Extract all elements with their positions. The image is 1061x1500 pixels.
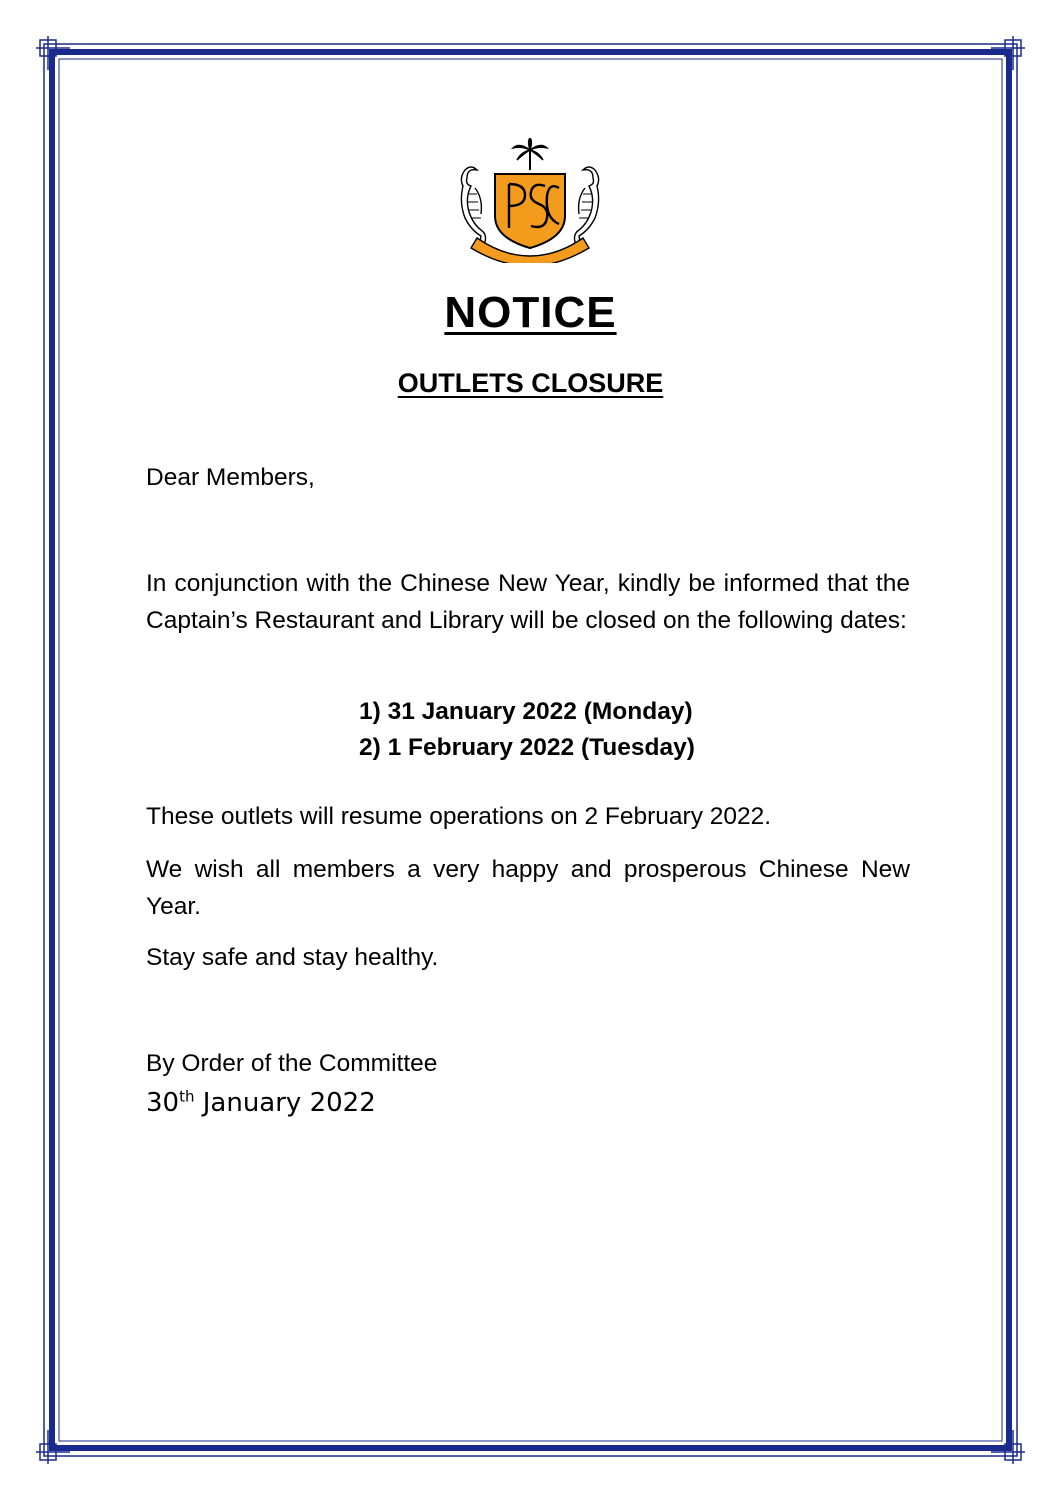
- resume-paragraph: These outlets will resume operations on 2 February 2022.: [146, 803, 772, 830]
- closure-dates-list: [359, 694, 695, 766]
- intro-paragraph: In conjunction with the Chinese New Year, kindly be informed that the Captain’s Restaurant and Library will be closed on the following dates:: [146, 570, 910, 634]
- signoff-date: [146, 1086, 376, 1120]
- salutation: Dear Members,: [146, 464, 315, 491]
- palm-tree-icon: [513, 138, 547, 170]
- closure-date-item: 2) 1 February 2022 (Tuesday): [359, 734, 695, 761]
- notice-title: NOTICE: [444, 288, 617, 337]
- left-seahorse-icon: [461, 167, 485, 242]
- right-seahorse-icon: [575, 167, 599, 242]
- signoff-date-rest: January 2022: [194, 1088, 376, 1118]
- closure-date-item: 1) 31 January 2022 (Monday): [359, 698, 693, 725]
- signoff-date-day: 30: [146, 1088, 180, 1118]
- notice-subtitle: OUTLETS CLOSURE: [397, 368, 664, 398]
- wish-paragraph: We wish all members a very happy and prosperous Chinese New Year.: [146, 856, 910, 920]
- club-logo: [455, 138, 605, 263]
- signoff-date-suffix: th: [179, 1087, 195, 1106]
- by-order-line: By Order of the Committee: [146, 1050, 438, 1077]
- closing-paragraph: Stay safe and stay healthy.: [146, 944, 439, 971]
